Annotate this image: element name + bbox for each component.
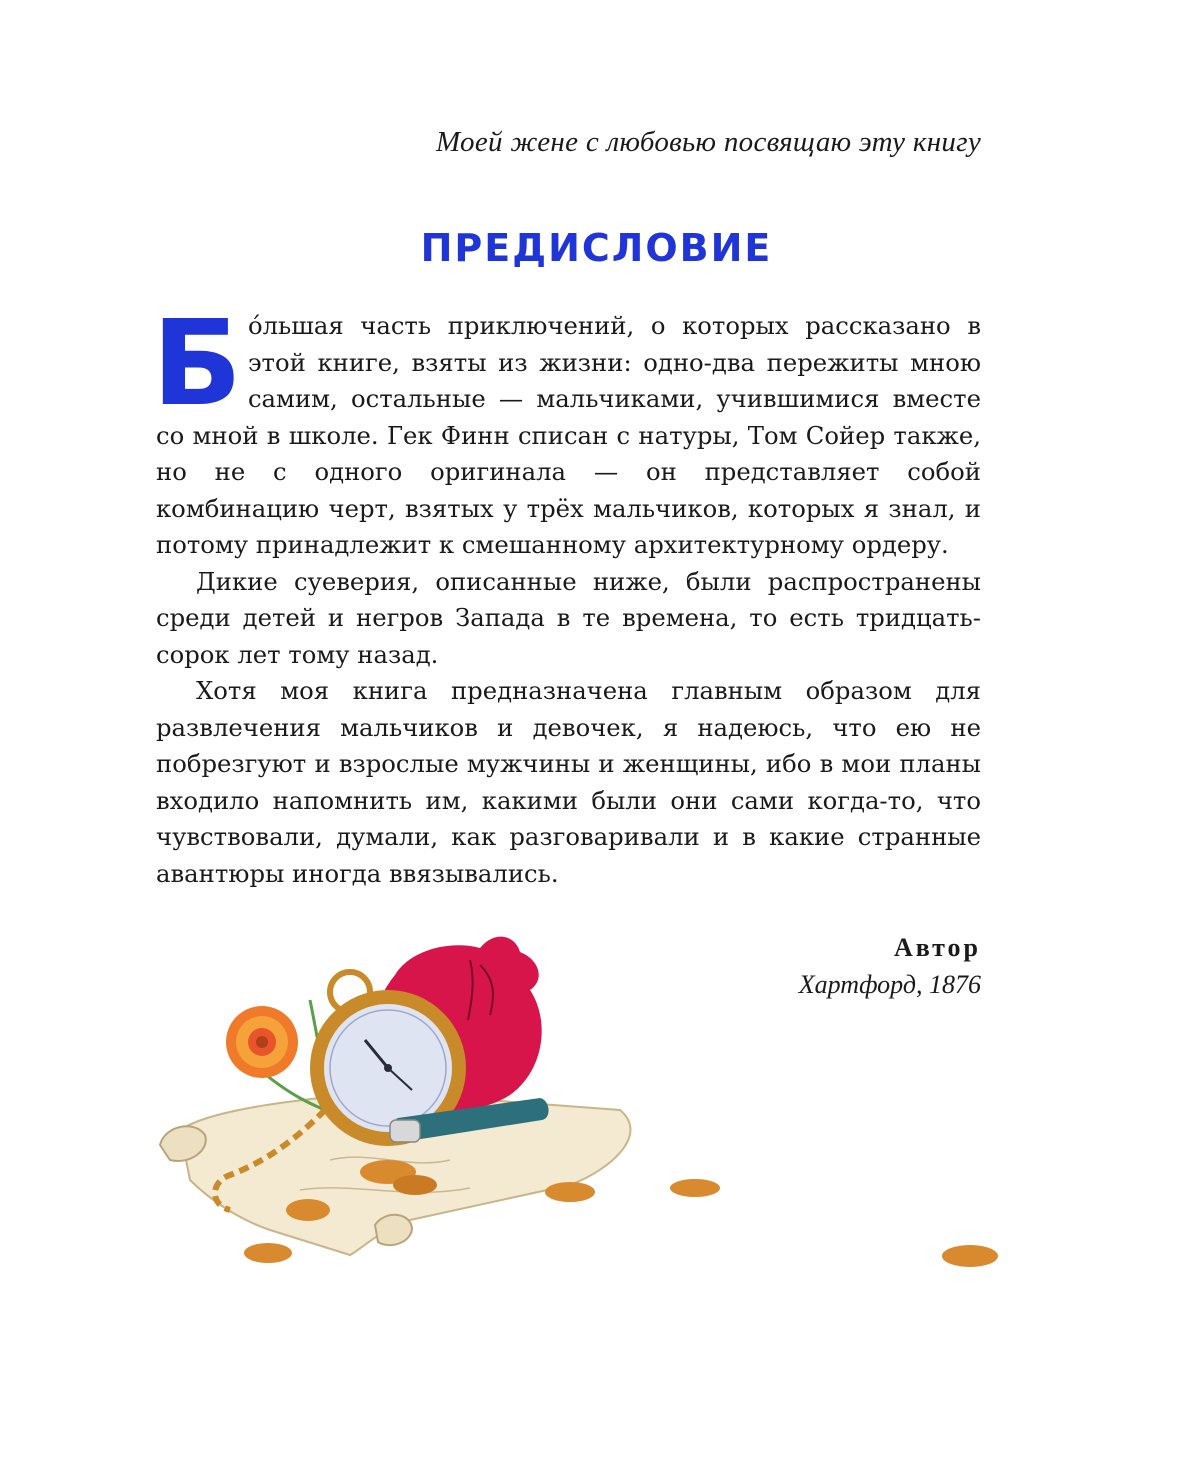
drop-cap: Б: [152, 294, 242, 432]
paragraph-1: [152, 294, 981, 564]
paragraph-1-text: о́льшая часть приключений, о которых рассказано в этой книге, взяты из жизни: одно-два пережиты мною самим, остальные — мальчиками, учившимися вместе со мной в школе. Гек Финн списан с натуры, Том Сойер также, но не с одного оригинала — он представляет собой комбинацию черт, взятых у трёх мальчиков, которых я знал, и потому принадлежит к смешанному архитектурному ордеру.: [156, 311, 981, 559]
paragraph-2: Дикие суеверия, описанные ниже, были распространены среди детей и негров Запада в те времена, то есть тридцать-сорок лет тому назад.: [156, 566, 981, 669]
author-label: Автор: [893, 933, 981, 962]
paragraph-3: Хотя моя книга предназначена главным образом для развлечения мальчиков и девочек, я надеюсь, что ею не побрезгуют и взрослые мужчины и женщины, ибо в мои планы входило напомнить им, какими были они сами когда-то, что чувствовали, думали, как разговаривали и в какие странные авантюры иногда ввязывались.: [156, 676, 981, 888]
dedication: Моей жене с любовью посвящаю эту книгу: [435, 126, 981, 158]
illustration-pocket-watch-pouch-coins: [150, 920, 1020, 1280]
preface-text: [152, 294, 981, 892]
place-date: Хартфорд, 1876: [798, 970, 981, 999]
page-title: ПРЕДИСЛОВИЕ: [420, 226, 773, 270]
